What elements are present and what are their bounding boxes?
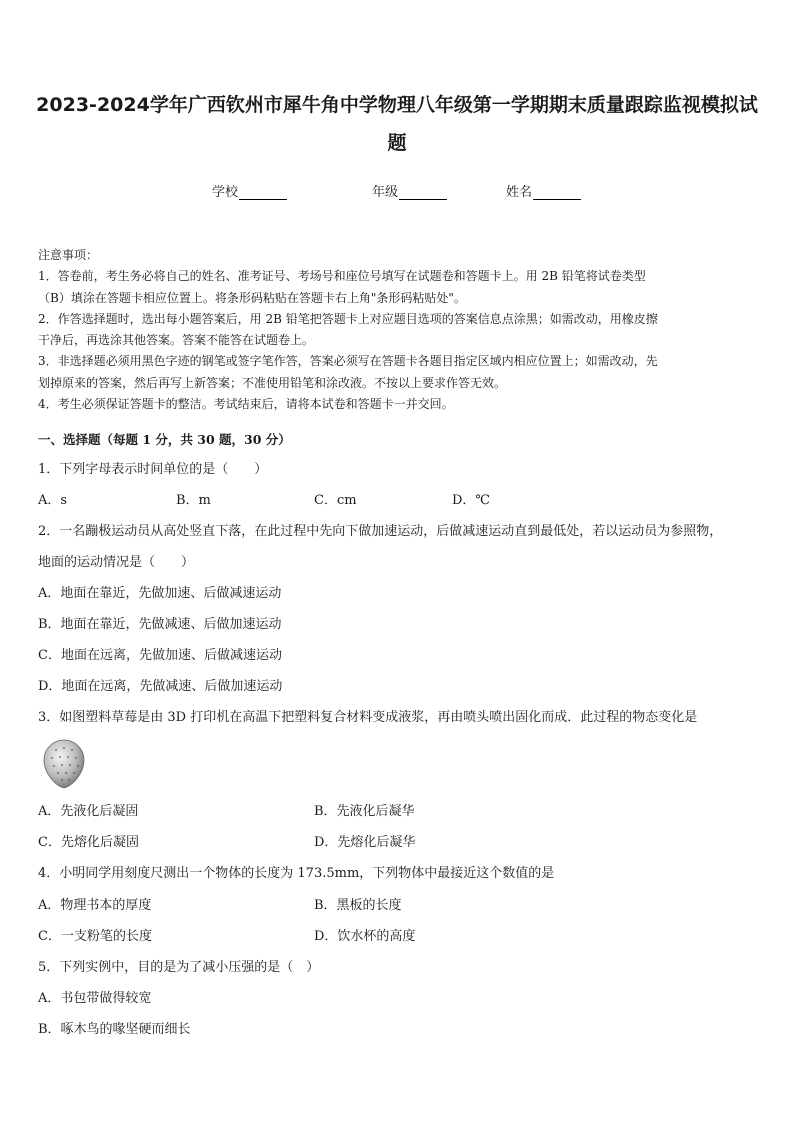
school-label: 学校 [212,185,239,200]
q2-option-b: B．地面在靠近，先做减速、后做加速运动 [38,617,282,632]
q4-option-c: C．一支粉笔的长度 [38,929,152,944]
q1-option-c: C．cm [314,493,357,508]
q3-option-a: A．先液化后凝固 [38,804,139,819]
q4-option-d: D．饮水杯的高度 [314,929,416,944]
grade-label: 年级 [372,185,399,200]
q5-option-a: A．书包带做得较宽 [38,991,152,1006]
q3-option-b: B．先液化后凝华 [314,804,415,819]
q2-option-d: D．地面在远离，先做减速、后做加速运动 [38,679,283,694]
notes-line: 2．作答选择题时，选出每小题答案后，用 2B 铅笔把答题卡上对应题目选项的答案信息点涂黑；如需改动，用橡皮擦 [38,311,658,326]
title-line-1: 2023-2024学年广西钦州市犀牛角中学物理八年级第一学期期末质量跟踪监视模拟试 [36,94,758,116]
name-field [506,181,581,200]
strawberry-image [40,736,88,790]
q4-option-b: B．黑板的长度 [314,898,402,913]
q4-option-a: A．物理书本的厚度 [38,898,152,913]
q2-stem-line-2: 地面的运动情况是（ ） [38,555,195,570]
page-title [30,86,764,162]
title-line-2: 题 [387,132,407,154]
q2-stem-line-1: 2．一名蹦极运动员从高处竖直下落，在此过程中先向下做加速运动，后做减速运动直到最低处，若以运动员为参照物， [38,524,723,539]
q5-option-b: B．啄木鸟的喙坚硬而细长 [38,1022,191,1037]
section-heading: 一、选择题（每题 1 分，共 30 题，30 分） [38,432,291,447]
name-label: 姓名 [506,185,533,200]
q5-stem: 5．下列实例中，目的是为了减小压强的是（ ） [38,960,320,975]
q3-option-d: D．先熔化后凝华 [314,835,416,850]
grade-field [372,181,447,200]
q3-option-c: C．先熔化后凝固 [38,835,139,850]
q1-option-a: A．s [38,493,68,508]
notes-heading: 注意事项： [38,248,99,262]
notes-block [38,245,756,415]
name-blank [533,187,581,200]
grade-blank [399,187,447,200]
notes-line: 划掉原来的答案，然后再写上新答案；不准使用铅笔和涂改液。不按以上要求作答无效。 [38,375,507,390]
notes-line: 3．非选择题必须用黑色字迹的钢笔或签字笔作答，答案必须写在答题卡各题目指定区域内相应位置上；如需改动，先 [38,354,658,369]
q4-stem: 4．小明同学用刻度尺测出一个物体的长度为 173.5mm，下列物体中最接近这个数值的是 [38,866,555,881]
q1-option-d: D．℃ [452,493,490,508]
school-blank [239,187,287,200]
notes-line: 4．考生必须保证答题卡的整洁。考试结束后，请将本试卷和答题卡一并交回。 [38,397,454,412]
notes-line: 干净后，再选涂其他答案。答案不能答在试题卷上。 [38,333,315,348]
q1-option-b: B．m [176,493,211,508]
q2-option-a: A．地面在靠近，先做加速、后做减速运动 [38,586,282,601]
notes-line: （B）填涂在答题卡相应位置上。将条形码粘贴在答题卡右上角"条形码粘贴处"。 [38,290,466,305]
q1-stem: 1．下列字母表示时间单位的是（ ） [38,462,268,477]
notes-line: 1．答卷前，考生务必将自己的姓名、准考证号、考场号和座位号填写在试题卷和答题卡上。用 2B 铅笔将试卷类型 [38,269,646,284]
q3-stem: 3．如图塑料草莓是由 3D 打印机在高温下把塑料复合材料变成液浆，再由喷头喷出固化而成．此过程的物态变化是 [38,710,698,725]
q2-option-c: C．地面在远离，先做加速、后做减速运动 [38,648,282,663]
school-field [212,181,287,200]
